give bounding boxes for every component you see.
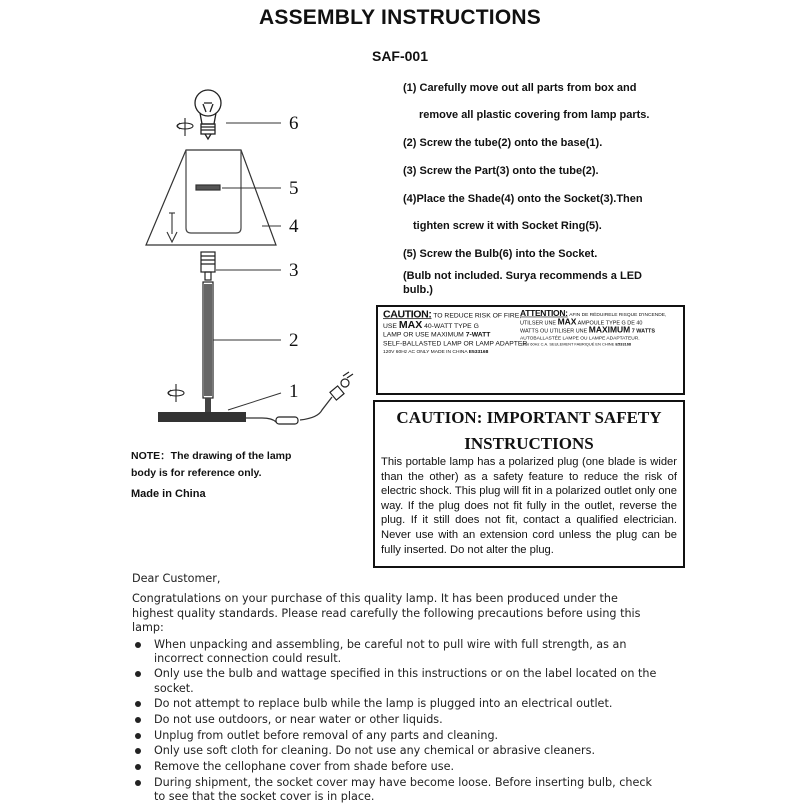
customer-letter <box>132 572 662 806</box>
attention-line-4: AUTOBALLASTÉE <box>520 335 562 341</box>
bulb-drawing <box>195 90 221 139</box>
caution-fine-print: 120V 60Hz AC ONLY MADE IN CHINA <box>383 349 468 355</box>
precaution-item: When unpacking and assembling, be careful not to pull wire with full strength, as an incorrect connection could result. <box>132 638 662 666</box>
precaution-item: Remove the cellophane cover from shade before use. <box>132 760 662 774</box>
inline-switch-drawing <box>276 417 298 424</box>
safety-heading-1: CAUTION: IMPORTANT SAFETY <box>396 408 662 427</box>
bulb-note-line-1: (Bulb not included. Surya recommends a LED <box>403 270 642 282</box>
attention-max: MAX <box>557 316 577 327</box>
part-number-5: 5 <box>289 178 299 199</box>
caution-use: USE <box>383 321 397 330</box>
precaution-item: Only use soft cloth for cleaning. Do not use any chemical or abrasive cleaners. <box>132 744 662 758</box>
part-number-1: 1 <box>289 381 299 402</box>
letter-intro: Congratulations on your purchase of this quality lamp. It has been produced under the highest quality standards. Please read carefully the following precautions before using this lamp: <box>132 592 641 634</box>
rotate-arrow-icon-base <box>168 384 184 402</box>
socket-drawing <box>201 252 215 280</box>
precaution-item: Do not use outdoors, or near water or other liquids. <box>132 713 662 727</box>
attention-line-1: AFIN DE RÉDUIRELE RISQUE D'INCENDE, <box>569 311 667 318</box>
letter-greeting: Dear Customer, <box>132 572 221 585</box>
rotate-arrow-icon-bulb <box>177 118 193 136</box>
caution-label-english <box>383 307 530 356</box>
caution-line-3: LAMP OR USE MAXIMUM <box>383 330 464 338</box>
caution-watt: 7-WATT <box>465 330 491 338</box>
caution-line-2: 40-WATT TYPE G <box>424 321 479 330</box>
caution-label-french <box>520 310 666 348</box>
safety-body-text: This portable lamp has a polarized plug (one blade is wider than the other) as a safety feature to reduce the risk of electric shock. This plug will fit in a polarized outlet only one way. If the plug does not fit fully in the outlet, reverse the plug. If it still does not fit, contact a qualified electrician. Never use with an extension cord unless the plug can be fully inserted. Do not alter the plug. <box>381 456 677 556</box>
bulb-note-line-2: bulb.) <box>403 284 433 296</box>
bullet-icon <box>135 642 141 648</box>
down-arrow-icon <box>167 213 177 242</box>
base-drawing <box>158 398 246 422</box>
bullet-icon <box>135 733 141 739</box>
precaution-item: Unplug from outlet before removal of any parts and cleaning. <box>132 729 662 743</box>
step-5: (5) Screw the Bulb(6) into the Socket. <box>403 248 598 260</box>
caution-line-1: TO REDUCE RISK OF FIRE, <box>433 311 522 320</box>
safety-heading-2: INSTRUCTIONS <box>464 434 594 453</box>
bullet-icon <box>135 717 141 723</box>
callout-line-1 <box>228 393 281 410</box>
caution-heading: CAUTION: <box>383 307 432 320</box>
caution-code: E533168 <box>468 349 489 355</box>
attention-de: DE 40 <box>627 319 643 326</box>
made-in-label: Made in China <box>131 488 206 500</box>
part-number-4: 4 <box>289 216 299 237</box>
tube-drawing <box>203 282 213 398</box>
precaution-item: Only use the bulb and wattage specified in this instructions or on the label located on the socket. <box>132 667 662 695</box>
model-number: SAF-001 <box>371 48 429 64</box>
precaution-item: During shipment, the socket cover may have become loose. Before inserting bulb, check to see that the socket cover is in place. <box>132 776 662 804</box>
step-4-line-2: tighten screw it with Socket Ring(5). <box>413 220 602 232</box>
step-1-line-2: remove all plastic covering from lamp parts. <box>419 109 650 121</box>
attention-code: E533168 <box>615 342 632 347</box>
step-1-line-1: (1) Carefully move out all parts from box and <box>403 82 637 94</box>
note-line-1: NOTE：The drawing of the lamp <box>131 450 292 462</box>
step-3: (3) Screw the Part(3) onto the tube(2). <box>403 165 599 177</box>
attention-watts: 7 WATTS <box>631 327 655 334</box>
bullet-icon <box>135 671 141 677</box>
bullet-icon <box>135 748 141 754</box>
part-number-6: 6 <box>289 113 299 134</box>
step-4-line-1: (4)Place the Shade(4) onto the Socket(3).Then <box>403 193 643 205</box>
lampshade-drawing <box>146 150 276 245</box>
caution-max: MAX <box>398 317 423 330</box>
precaution-item: Do not attempt to replace bulb while the lamp is plugged into an electrical outlet. <box>132 697 662 711</box>
attention-fine-print: 120V 60Hz C.A. SEULEMENT FABRIQUÉ EN CHINE <box>520 342 615 347</box>
page-title: ASSEMBLY INSTRUCTIONS <box>259 6 541 29</box>
attention-maximum: MAXIMUM <box>588 324 631 335</box>
safety-instructions-box <box>373 400 685 568</box>
attention-line-2a: UTILSER UNE <box>520 319 557 326</box>
bullet-icon <box>135 701 141 707</box>
caution-line-4b: LAMP OR LAMP ADAPTER. <box>443 338 530 347</box>
attention-line-4b: LAMPE OU LAMPE ADAPTATEUR. <box>562 335 640 341</box>
attention-line-2b: AMPOULE TYPE G <box>577 319 626 326</box>
bullet-icon <box>135 764 141 770</box>
attention-heading: ATTENTION: <box>520 308 568 318</box>
note-line-2: body is for reference only. <box>131 467 262 479</box>
part-number-2: 2 <box>289 330 299 351</box>
plug-drawing <box>330 372 353 400</box>
attention-line-3a: WATTS OU UTILISER UNE <box>520 327 588 334</box>
step-2: (2) Screw the tube(2) onto the base(1). <box>403 137 603 149</box>
bullet-icon <box>135 780 141 786</box>
caution-line-4: SELF-BALLASTED <box>383 338 442 347</box>
caution-label <box>376 305 685 395</box>
part-number-3: 3 <box>289 260 299 281</box>
